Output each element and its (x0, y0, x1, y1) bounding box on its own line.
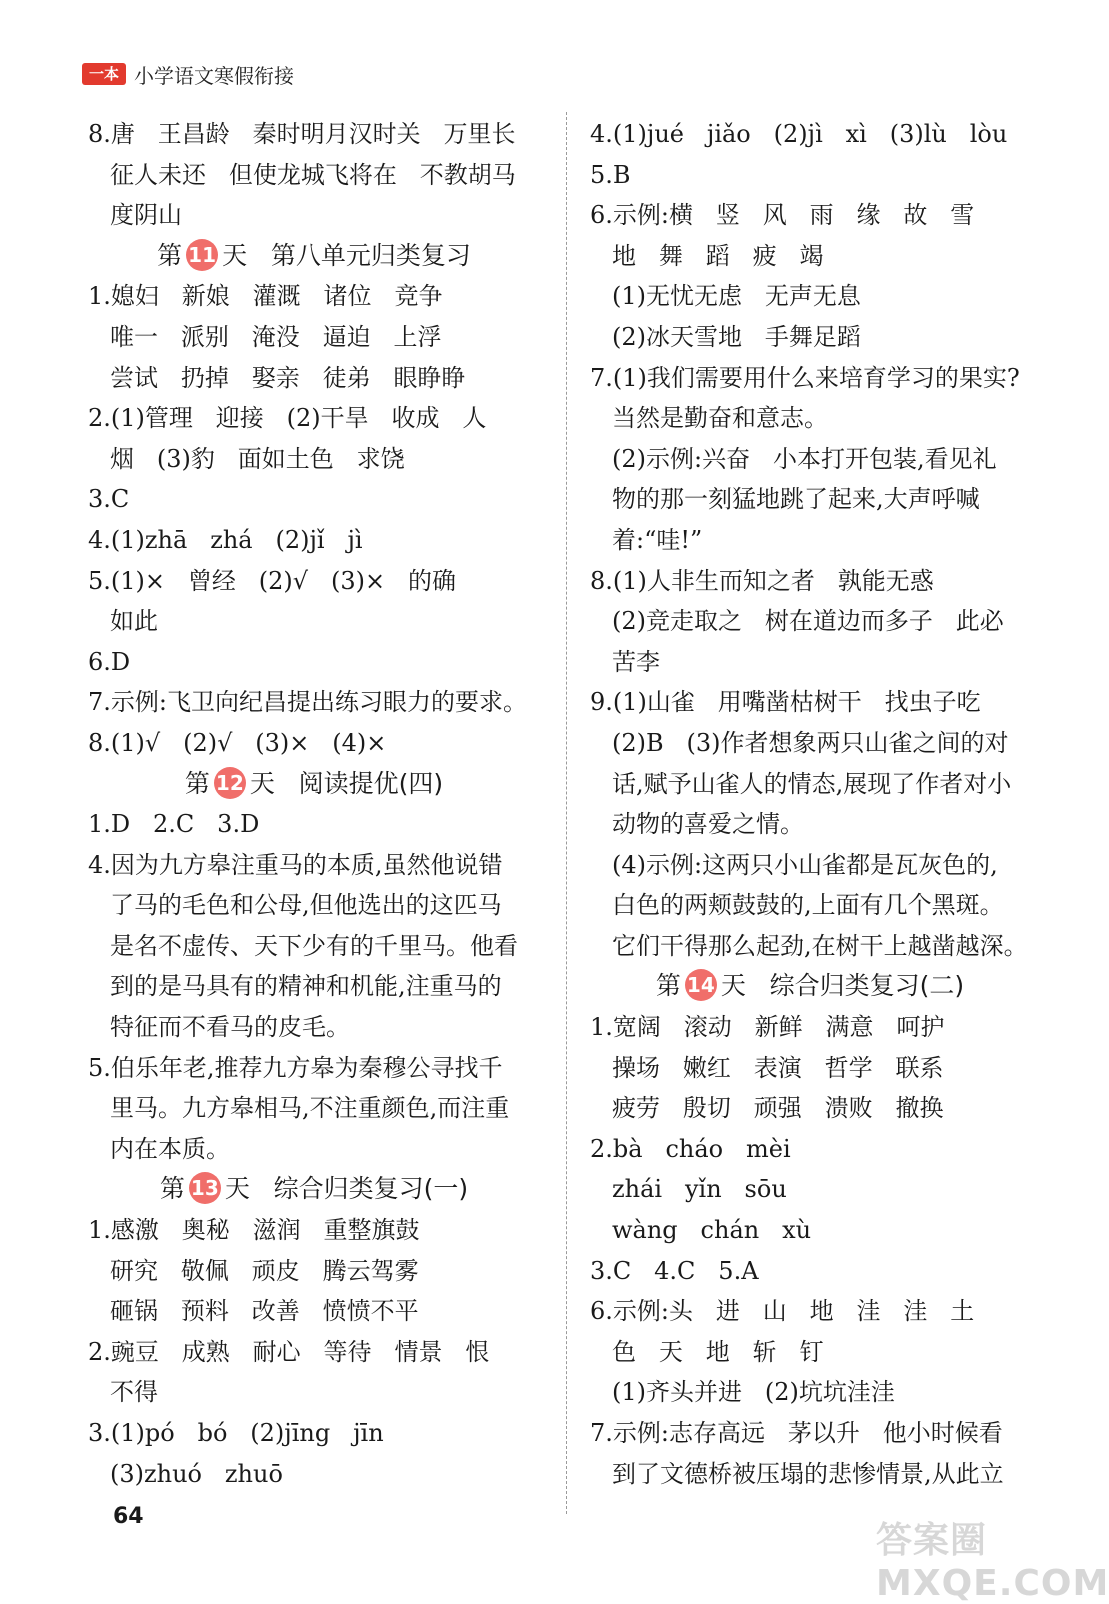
answer-line: 到了文德桥被压塌的悲惨情景,从此立 (612, 1459, 1004, 1488)
answer-line: 5.伯乐年老,推荐九方皋为秦穆公寻找千 (88, 1053, 503, 1082)
answer-line: 8.唐 王昌龄 秦时明月汉时关 万里长 (88, 120, 516, 148)
section-title (590, 966, 1030, 1007)
answer-line: 2.bà cháo mèi (590, 1134, 791, 1163)
answer-line: 1.感激 奥秘 滋润 重整旗鼓 (88, 1216, 420, 1245)
answer-line: 2.(1)管理 迎接 (2)干旱 收成 人 (88, 404, 487, 433)
answer-line: 当然是勤奋和意志。 (612, 404, 828, 433)
answer-line: zhái yǐn sōu (612, 1175, 787, 1204)
answer-line: 着:“哇!” (612, 525, 703, 554)
section-title-text: 天 综合归类复习(一) (224, 1174, 469, 1204)
answer-line: 了马的毛色和公母,但他选出的这匹马 (110, 891, 502, 920)
answer-line: 征人未还 但使龙城飞将在 不教胡马 (110, 160, 516, 189)
answer-line: 动物的喜爱之情。 (612, 810, 804, 839)
answer-line: 是名不虚传、天下少有的千里马。他看 (110, 931, 518, 960)
answer-line: 疲劳 殷切 顽强 溃败 撤换 (612, 1094, 944, 1123)
answer-line: 4.(1)zhā zhá (2)jǐ jì (88, 525, 363, 554)
section-title-text: 天 阅读提优(四) (249, 768, 444, 798)
answer-line: 3.C (88, 485, 130, 514)
answer-line: 它们干得那么起劲,在树干上越凿越深。 (612, 931, 1028, 960)
answer-line: 如此 (110, 607, 158, 636)
answer-line: (1)无忧无虑 无声无息 (612, 282, 861, 311)
answer-line: 3.(1)pó bó (2)jīng jīn (88, 1419, 384, 1447)
answer-line: 砸锅 预料 改善 愤愤不平 (110, 1297, 419, 1326)
answer-line: 8.(1)√ (2)√ (3)× (4)× (88, 728, 387, 757)
answer-line: 1.宽阔 滚动 新鲜 满意 呵护 (590, 1013, 945, 1042)
answer-line: 色 天 地 斩 钉 (612, 1337, 824, 1366)
answer-line: (1)齐头并进 (2)坑坑洼洼 (612, 1378, 895, 1407)
answer-line: 不得 (110, 1378, 158, 1407)
answer-line: 1.媳妇 新娘 灌溉 诸位 竞争 (88, 282, 443, 311)
answer-line: 内在本质。 (110, 1134, 230, 1163)
answer-line: (4)示例:这两只小山雀都是瓦灰色的, (612, 850, 998, 879)
section-title (88, 764, 540, 805)
answer-line: 物的那一刻猛地跳了起来,大声呼喊 (612, 485, 980, 514)
answer-line: 2.豌豆 成熟 耐心 等待 情景 恨 (88, 1337, 490, 1366)
answer-line: 研究 敬佩 顽皮 腾云驾雾 (110, 1256, 419, 1285)
section-title-prefix: 第 (655, 971, 681, 1001)
day-number-badge: 13 (189, 1172, 221, 1204)
section-title-prefix: 第 (157, 240, 183, 270)
answer-line: 1.D 2.C 3.D (88, 810, 260, 839)
answer-line: (2)冰天雪地 手舞足蹈 (612, 322, 861, 351)
answer-line: 尝试 扔掉 娶亲 徒弟 眼睁睁 (110, 363, 466, 392)
answer-line: 8.(1)人非生而知之者 孰能无惑 (590, 566, 934, 595)
left-column (88, 114, 540, 1494)
section-title-prefix: 第 (159, 1174, 185, 1204)
answer-line: 地 舞 蹈 疲 竭 (612, 241, 824, 270)
section-title-text: 天 综合归类复习(二) (720, 971, 965, 1001)
page-number: 64 (113, 1504, 144, 1529)
answer-line: 烟 (3)豹 面如土色 求饶 (110, 444, 405, 473)
answer-line: 9.(1)山雀 用嘴凿枯树干 找虫子吃 (590, 688, 981, 717)
answer-line: 苦李 (612, 647, 660, 676)
section-title-prefix: 第 (184, 768, 210, 798)
answer-line: 5.(1)× 曾经 (2)√ (3)× 的确 (88, 566, 456, 595)
answer-line: 3.C 4.C 5.A (590, 1256, 759, 1285)
watermark: 答案圈 MXQE.COM (876, 1520, 1109, 1604)
answer-line: (2)示例:兴奋 小本打开包装,看见礼 (612, 444, 997, 473)
answer-line: 7.(1)我们需要用什么来培育学习的果实? (590, 363, 1020, 392)
answer-line: 话,赋予山雀人的情态,展现了作者对小 (612, 769, 1012, 798)
answer-line: 到的是马具有的精神和机能,注重马的 (110, 972, 502, 1001)
section-title (88, 1169, 540, 1210)
answer-line: 度阴山 (110, 201, 182, 230)
answer-line: 4.因为九方皋注重马的本质,虽然他说错 (88, 850, 503, 879)
answer-line: (3)zhuó zhuō (110, 1459, 283, 1488)
answer-line: 里马。九方皋相马,不注重颜色,而注重 (110, 1094, 510, 1123)
answer-line: 操场 嫩红 表演 哲学 联系 (612, 1053, 944, 1082)
answer-line: 唯一 派别 淹没 逼迫 上浮 (110, 322, 442, 351)
section-title-text: 天 第八单元归类复习 (222, 240, 471, 270)
answer-line: (2)B (3)作者想象两只山雀之间的对 (612, 728, 1009, 757)
answer-line: 6.示例:横 竖 风 雨 缘 故 雪 (590, 201, 975, 230)
day-number-badge: 14 (685, 969, 717, 1001)
day-number-badge: 12 (214, 767, 246, 799)
brand-logo: 一本 (82, 63, 126, 85)
answer-line: (2)竞走取之 树在道边而多子 此必 (612, 607, 1004, 636)
answer-line: 6.示例:头 进 山 地 洼 洼 土 (590, 1297, 975, 1326)
answer-line: 特征而不看马的皮毛。 (110, 1013, 350, 1042)
answer-line: 4.(1)jué jiǎo (2)jì xì (3)lù lòu (590, 120, 1008, 148)
answer-line: 6.D (88, 647, 131, 676)
section-title (88, 236, 540, 277)
right-column (590, 114, 1030, 1494)
book-title: 小学语文寒假衔接 (134, 63, 295, 88)
column-divider (566, 112, 567, 1514)
answer-line: 7.示例:志存高远 茅以升 他小时候看 (590, 1419, 1003, 1447)
answer-line: 7.示例:飞卫向纪昌提出练习眼力的要求。 (88, 688, 527, 717)
day-number-badge: 11 (186, 239, 218, 271)
book-header (82, 58, 294, 90)
answer-line: 5.B (590, 160, 631, 189)
answer-line: wàng chán xù (612, 1216, 812, 1245)
answer-line: 白色的两颊鼓鼓的,上面有几个黑斑。 (612, 891, 1004, 920)
